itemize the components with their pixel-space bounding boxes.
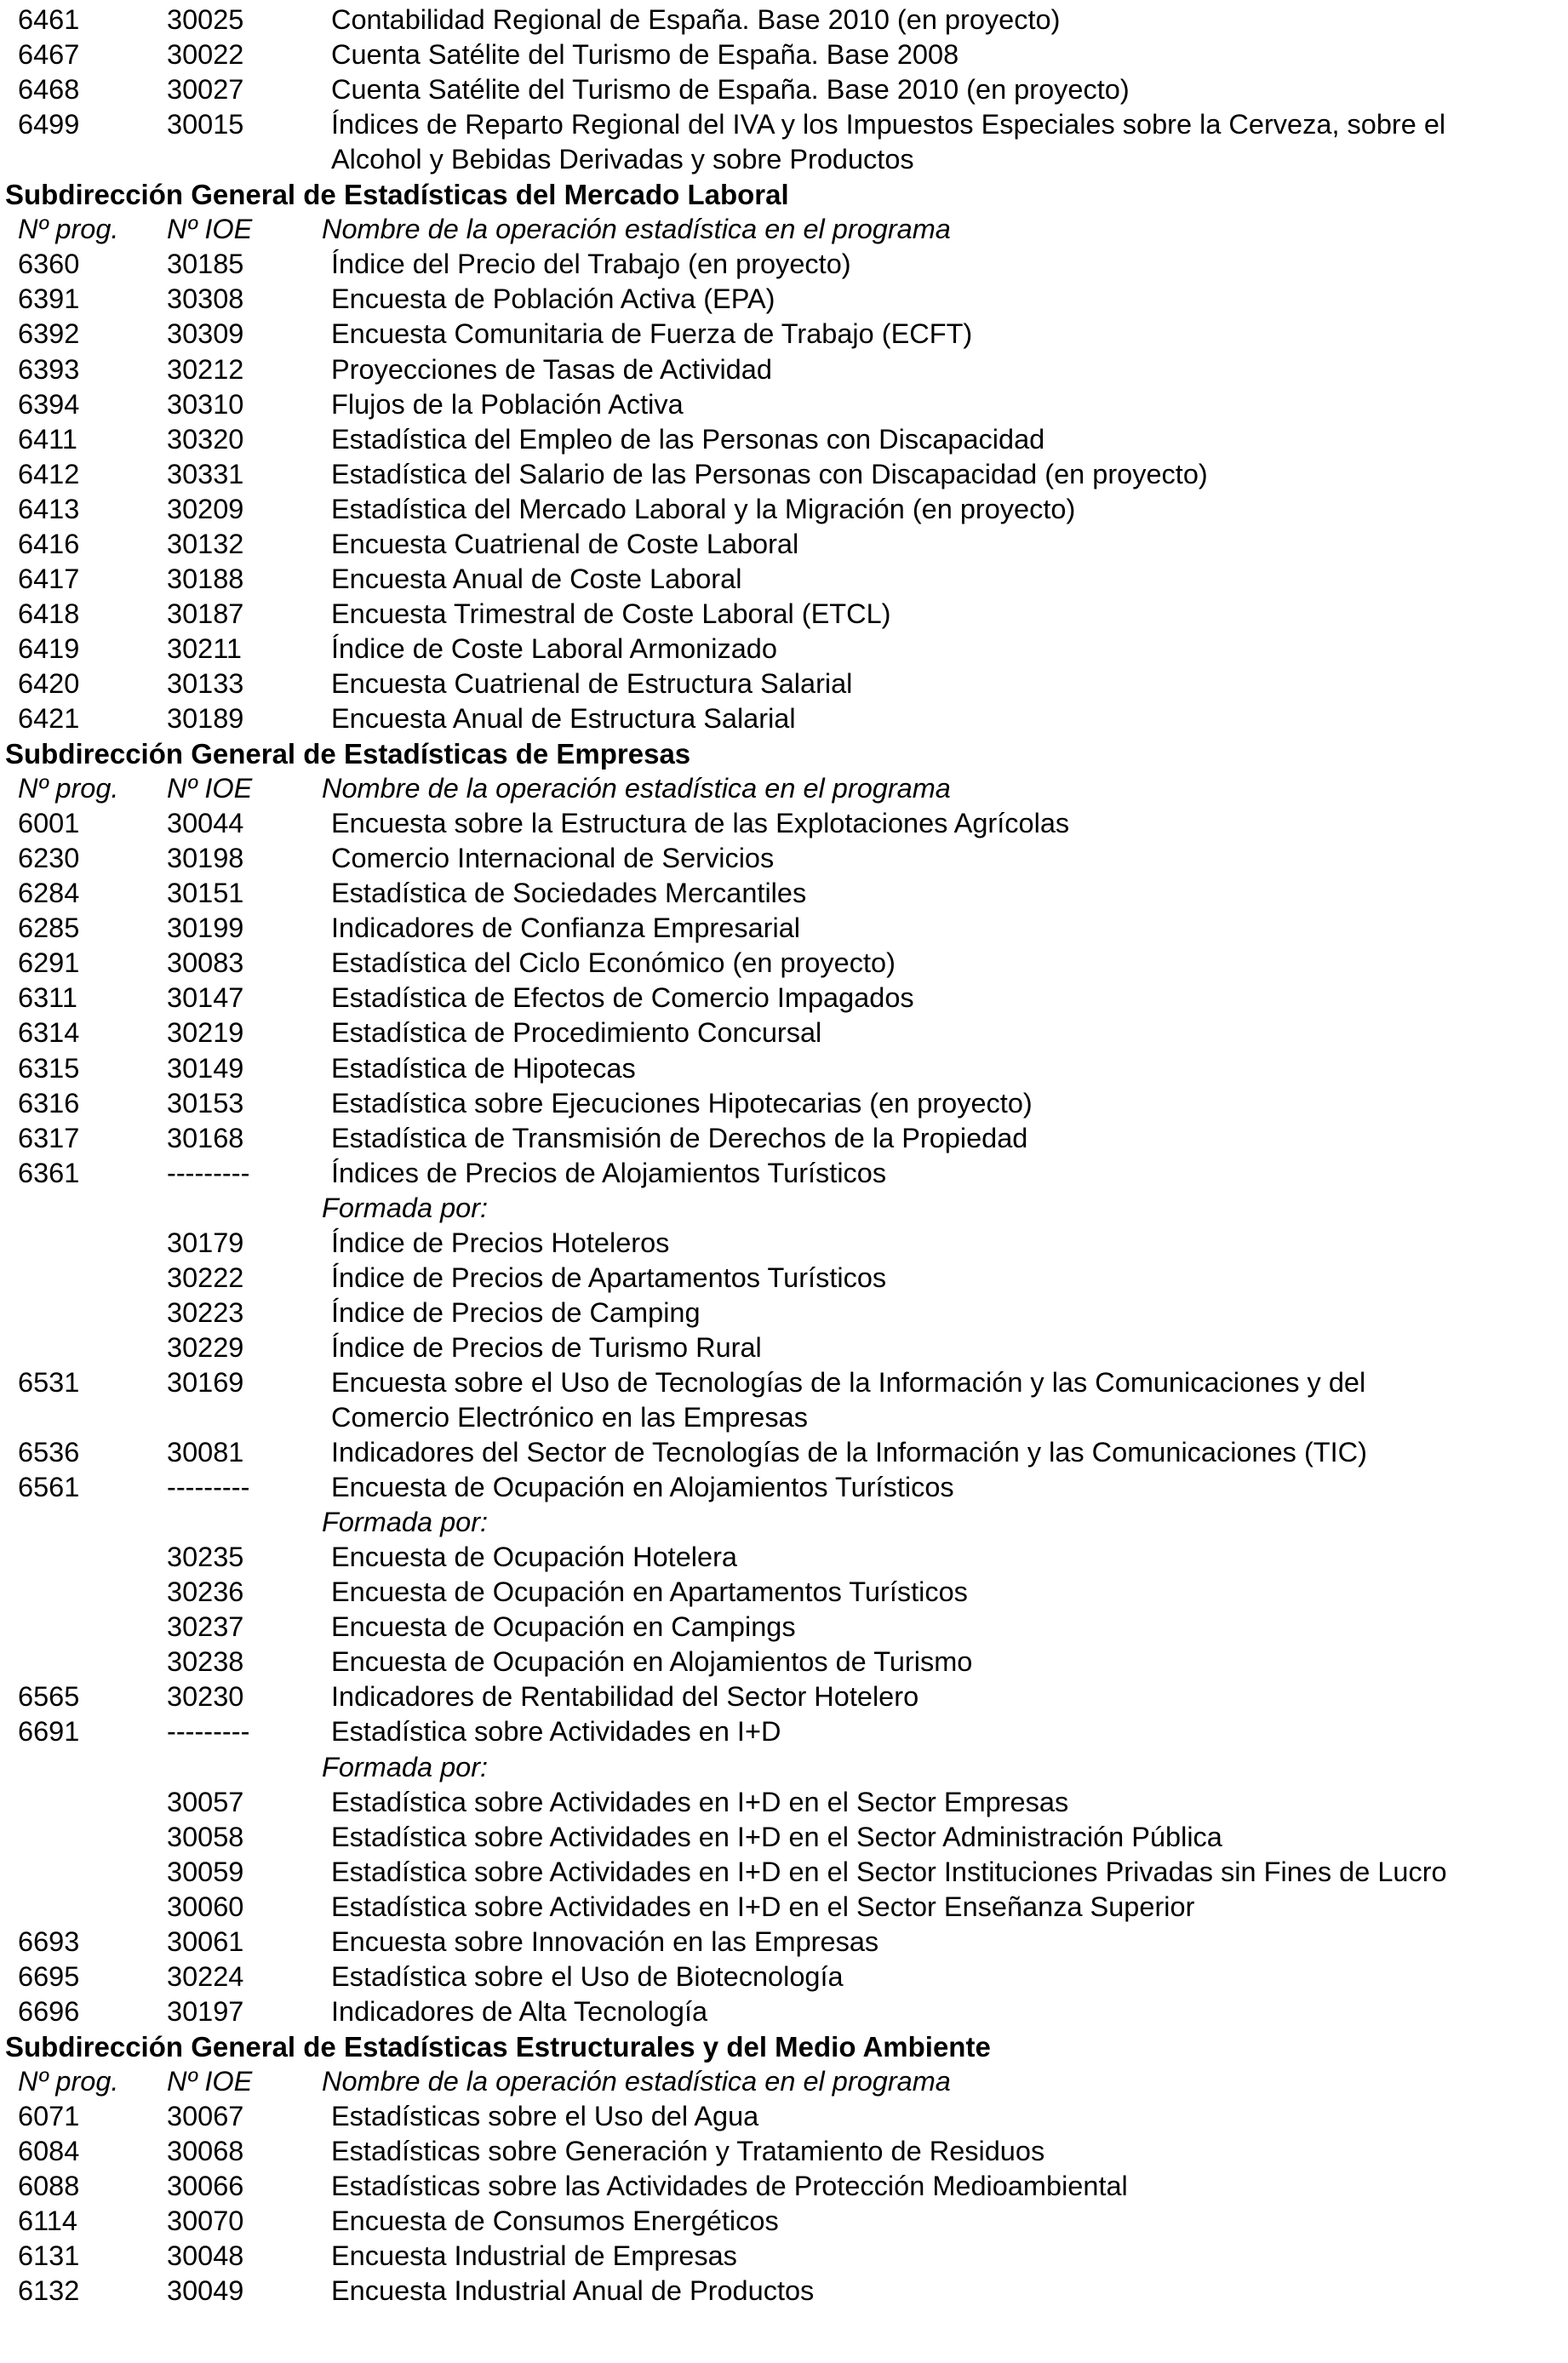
prog-number: 6421 — [18, 703, 80, 734]
prog-number: 6361 — [18, 1157, 80, 1188]
operation-name: Encuesta Industrial de Empresas — [331, 2240, 737, 2272]
table-row — [0, 1435, 1568, 1470]
table-row — [0, 701, 1568, 736]
table-row — [0, 352, 1568, 387]
ioe-number: 30022 — [167, 39, 244, 70]
table-row — [0, 1086, 1568, 1121]
table-row — [0, 492, 1568, 527]
operation-name: Índice de Precios de Camping — [331, 1296, 701, 1328]
prog-number: 6691 — [18, 1716, 80, 1748]
operation-name: Estadísticas sobre Generación y Tratamiento de Residuos — [331, 2136, 1045, 2166]
section-title: Subdirección General de Estadísticas del Mercado Laboral — [5, 179, 789, 211]
prog-number: 6695 — [18, 1960, 80, 1992]
table-row — [0, 911, 1568, 946]
table-row-child — [0, 1820, 1568, 1855]
ioe-number: 30197 — [167, 1995, 244, 2027]
prog-number: 6411 — [18, 423, 77, 455]
prog-number: 6360 — [18, 249, 80, 280]
prog-number: 6418 — [18, 598, 80, 629]
table-row — [0, 3, 1568, 37]
col-header-ioe: Nº IOE — [167, 773, 253, 804]
table-row-child — [0, 1226, 1568, 1261]
prog-number: 6314 — [18, 1017, 80, 1049]
operation-name: Encuesta Comunitaria de Fuerza de Trabajo (ECFT) — [331, 318, 973, 350]
col-header-prog: Nº prog. — [18, 2065, 119, 2097]
ioe-number: 30169 — [167, 1366, 244, 1398]
table-row — [0, 597, 1568, 632]
ioe-number: 30151 — [167, 878, 244, 909]
operation-name: Encuesta de Consumos Energéticos — [331, 2206, 779, 2237]
formada-por-text: Formada por: — [322, 1507, 489, 1538]
operation-name: Encuesta de Ocupación en Alojamientos Turísticos — [331, 1472, 954, 1503]
operation-name: Encuesta Cuatrienal de Coste Laboral — [331, 528, 799, 559]
operation-name: Encuesta Anual de Estructura Salarial — [331, 703, 796, 734]
ioe-number: 30025 — [167, 4, 244, 35]
table-row — [0, 247, 1568, 282]
prog-number: 6114 — [18, 2206, 77, 2237]
operation-name: Estadística del Ciclo Económico (en proyecto) — [331, 947, 896, 979]
operation-name: Encuesta de Población Activa (EPA) — [331, 283, 775, 315]
table-row — [0, 841, 1568, 876]
operation-name: Índice del Precio del Trabajo (en proyecto) — [331, 249, 851, 280]
column-header-row — [0, 2064, 1568, 2099]
formada-por-label — [0, 1505, 1568, 1540]
table-row — [0, 1960, 1568, 1994]
operation-name: Índice de Coste Laboral Armonizado — [331, 632, 777, 664]
table-row — [0, 457, 1568, 492]
operation-name: Encuesta sobre la Estructura de las Explotaciones Agrícolas — [331, 808, 1070, 839]
formada-por-text: Formada por: — [322, 1192, 489, 1223]
ioe-number: 30060 — [167, 1891, 244, 1922]
prog-number: 6561 — [18, 1472, 80, 1503]
table-row — [0, 1121, 1568, 1156]
ioe-number: 30224 — [167, 1960, 244, 1992]
prog-number: 6416 — [18, 528, 80, 559]
ioe-number: 30310 — [167, 388, 244, 420]
ioe-number: 30066 — [167, 2171, 244, 2202]
prog-number: 6531 — [18, 1366, 80, 1398]
prog-number: 6412 — [18, 458, 80, 489]
operation-name: Estadísticas sobre el Uso del Agua — [331, 2101, 759, 2131]
table-row — [0, 1994, 1568, 2029]
ioe-number: 30308 — [167, 283, 244, 315]
operation-name: Encuesta de Ocupación en Campings — [331, 1611, 796, 1643]
table-row — [0, 2204, 1568, 2239]
table-row — [0, 72, 1568, 107]
table-row-child — [0, 1610, 1568, 1645]
table-row — [0, 37, 1568, 72]
prog-number: 6417 — [18, 563, 80, 594]
prog-number: 6391 — [18, 283, 80, 315]
ioe-number: 30212 — [167, 353, 244, 385]
table-row — [0, 282, 1568, 317]
operation-name-continued: Comercio Electrónico en las Empresas — [331, 1402, 808, 1433]
ioe-number: --------- — [167, 1157, 250, 1188]
operation-name: Estadística sobre Actividades en I+D en el Sector Administración Pública — [331, 1821, 1222, 1852]
operation-name: Flujos de la Población Activa — [331, 388, 684, 420]
section-title: Subdirección General de Estadísticas Estructurales y del Medio Ambiente — [5, 2030, 991, 2063]
operation-name: Estadística del Mercado Laboral y la Migración (en proyecto) — [331, 493, 1076, 524]
ioe-number: 30209 — [167, 493, 244, 524]
table-row — [0, 1156, 1568, 1191]
table-row — [0, 1016, 1568, 1050]
operation-name: Indicadores de Rentabilidad del Sector Hotelero — [331, 1681, 919, 1713]
ioe-number: 30083 — [167, 947, 244, 979]
ioe-number: 30081 — [167, 1437, 244, 1468]
table-row-child — [0, 1296, 1568, 1330]
table-row-child — [0, 1540, 1568, 1575]
table-row-child — [0, 1890, 1568, 1925]
prog-number: 6461 — [18, 4, 80, 35]
ioe-number: 30027 — [167, 74, 244, 106]
table-row — [0, 562, 1568, 597]
operation-name: Encuesta sobre Innovación en las Empresas — [331, 1925, 879, 1957]
prog-number: 6291 — [18, 947, 80, 979]
operation-name: Comercio Internacional de Servicios — [331, 843, 775, 874]
operation-name-continued: Alcohol y Bebidas Derivadas y sobre Productos — [331, 144, 914, 175]
table-row-child — [0, 1330, 1568, 1365]
operation-name: Encuesta Anual de Coste Laboral — [331, 563, 742, 594]
operation-name: Estadística de Hipotecas — [331, 1052, 636, 1084]
ioe-number: 30070 — [167, 2206, 244, 2237]
prog-number: 6392 — [18, 318, 80, 350]
ioe-number: 30320 — [167, 423, 244, 455]
operation-name: Encuesta de Ocupación en Apartamentos Turísticos — [331, 1576, 968, 1608]
prog-number: 6132 — [18, 2275, 80, 2307]
operation-name: Estadística del Salario de las Personas con Discapacidad (en proyecto) — [331, 458, 1208, 489]
table-row-child — [0, 1261, 1568, 1296]
table-row — [0, 876, 1568, 911]
ioe-number: 30223 — [167, 1296, 244, 1328]
table-row — [0, 527, 1568, 562]
operation-name: Estadística de Procedimiento Concursal — [331, 1017, 822, 1049]
operation-name: Estadística sobre Actividades en I+D en el Sector Instituciones Privadas sin Fines de Lucro — [331, 1856, 1447, 1887]
ioe-number: 30211 — [167, 632, 242, 664]
ioe-number: 30015 — [167, 109, 244, 140]
ioe-number: 30219 — [167, 1017, 244, 1049]
table-row — [0, 1714, 1568, 1749]
ioe-number: --------- — [167, 1472, 250, 1503]
prog-number: 6394 — [18, 388, 80, 420]
ioe-number: 30061 — [167, 1925, 244, 1957]
table-row — [0, 107, 1568, 142]
prog-number: 6693 — [18, 1925, 80, 1957]
table-row — [0, 1470, 1568, 1505]
table-row — [0, 2134, 1568, 2169]
prog-number: 6071 — [18, 2101, 80, 2131]
table-row-child — [0, 1645, 1568, 1679]
table-row — [0, 946, 1568, 981]
operation-name: Índice de Precios de Apartamentos Turísticos — [331, 1262, 887, 1293]
table-row — [0, 981, 1568, 1016]
operation-name: Estadística de Sociedades Mercantiles — [331, 878, 807, 909]
prog-number: 6467 — [18, 39, 80, 70]
col-header-prog: Nº prog. — [18, 214, 119, 245]
ioe-number: 30229 — [167, 1331, 244, 1363]
operation-name: Encuesta de Ocupación Hotelera — [331, 1542, 737, 1573]
table-row — [0, 2099, 1568, 2134]
prog-number: 6696 — [18, 1995, 80, 2027]
operation-name: Estadística sobre el Uso de Biotecnología — [331, 1960, 844, 1992]
ioe-number: 30238 — [167, 1646, 244, 1678]
column-header-row — [0, 212, 1568, 247]
table-row — [0, 422, 1568, 457]
prog-number: 6131 — [18, 2240, 80, 2272]
operation-name: Encuesta Cuatrienal de Estructura Salarial — [331, 667, 853, 699]
operation-name: Estadística de Efectos de Comercio Impagados — [331, 982, 914, 1014]
prog-number: 6419 — [18, 632, 80, 664]
operation-name: Indicadores de Alta Tecnología — [331, 1995, 708, 2027]
operation-name: Estadística del Empleo de las Personas con Discapacidad — [331, 423, 1045, 455]
col-header-ioe: Nº IOE — [167, 2065, 253, 2097]
operation-name: Estadística sobre Actividades en I+D en el Sector Empresas — [331, 1786, 1069, 1817]
prog-number: 6393 — [18, 353, 80, 385]
table-row — [0, 667, 1568, 701]
ioe-number: 30133 — [167, 667, 244, 699]
table-row-continuation — [0, 1400, 1568, 1435]
ioe-number: 30147 — [167, 982, 244, 1014]
col-header-prog: Nº prog. — [18, 773, 119, 804]
col-header-name: Nombre de la operación estadística en el programa — [322, 2065, 951, 2097]
ioe-number: 30198 — [167, 843, 244, 874]
operation-name: Encuesta sobre el Uso de Tecnologías de la Información y las Comunicaciones y del — [331, 1366, 1366, 1398]
prog-number: 6284 — [18, 878, 80, 909]
ioe-number: 30185 — [167, 249, 244, 280]
table-row — [0, 1679, 1568, 1714]
ioe-number: 30067 — [167, 2101, 244, 2131]
ioe-number: 30331 — [167, 458, 244, 489]
prog-number: 6315 — [18, 1052, 80, 1084]
formada-por-text: Formada por: — [322, 1751, 489, 1782]
ioe-number: 30230 — [167, 1681, 244, 1713]
table-row-child — [0, 1575, 1568, 1610]
col-header-ioe: Nº IOE — [167, 214, 253, 245]
ioe-number: 30309 — [167, 318, 244, 350]
ioe-number: 30068 — [167, 2136, 244, 2166]
operation-name: Índices de Reparto Regional del IVA y los Impuestos Especiales sobre la Cerveza, sobre el — [331, 109, 1446, 140]
ioe-number: 30059 — [167, 1856, 244, 1887]
operation-name: Índice de Precios de Turismo Rural — [331, 1331, 762, 1363]
table-row — [0, 2169, 1568, 2204]
prog-number: 6413 — [18, 493, 80, 524]
operation-name: Estadísticas sobre las Actividades de Protección Medioambiental — [331, 2171, 1128, 2202]
ioe-number: 30049 — [167, 2275, 244, 2307]
table-row — [0, 806, 1568, 841]
prog-number: 6499 — [18, 109, 80, 140]
prog-number: 6316 — [18, 1087, 80, 1119]
section-heading — [0, 2029, 1568, 2064]
ioe-number: 30222 — [167, 1262, 244, 1293]
operation-name: Cuenta Satélite del Turismo de España. Base 2008 — [331, 39, 959, 70]
operation-name: Estadística de Transmisión de Derechos de la Propiedad — [331, 1122, 1028, 1153]
table-row-continuation — [0, 142, 1568, 177]
operation-name: Índice de Precios Hoteleros — [331, 1227, 670, 1258]
prog-number: 6001 — [18, 808, 80, 839]
ioe-number: 30168 — [167, 1122, 244, 1153]
section-title: Subdirección General de Estadísticas de Empresas — [5, 738, 691, 770]
col-header-name: Nombre de la operación estadística en el programa — [322, 214, 951, 245]
prog-number: 6317 — [18, 1122, 80, 1153]
operation-name: Cuenta Satélite del Turismo de España. Base 2010 (en proyecto) — [331, 74, 1130, 106]
table-row — [0, 2239, 1568, 2274]
ioe-number: 30188 — [167, 563, 244, 594]
ioe-number: 30153 — [167, 1087, 244, 1119]
table-row — [0, 632, 1568, 667]
ioe-number: 30044 — [167, 808, 244, 839]
operation-name: Contabilidad Regional de España. Base 2010 (en proyecto) — [331, 4, 1061, 35]
table-row — [0, 2274, 1568, 2309]
table-row-child — [0, 1785, 1568, 1820]
prog-number: 6088 — [18, 2171, 80, 2202]
operation-name: Encuesta Trimestral de Coste Laboral (ETCL) — [331, 598, 891, 629]
table-row — [0, 317, 1568, 352]
ioe-number: --------- — [167, 1716, 250, 1748]
ioe-number: 30236 — [167, 1576, 244, 1608]
prog-number: 6565 — [18, 1681, 80, 1713]
table-row — [0, 1925, 1568, 1960]
formada-por-label — [0, 1750, 1568, 1785]
ioe-number: 30149 — [167, 1052, 244, 1084]
prog-number: 6536 — [18, 1437, 80, 1468]
ioe-number: 30058 — [167, 1821, 244, 1852]
ioe-number: 30189 — [167, 703, 244, 734]
ioe-number: 30237 — [167, 1611, 244, 1643]
prog-number: 6230 — [18, 843, 80, 874]
operation-name: Estadística sobre Actividades en I+D en el Sector Enseñanza Superior — [331, 1891, 1195, 1922]
prog-number: 6468 — [18, 74, 80, 106]
ioe-number: 30132 — [167, 528, 244, 559]
operation-name: Estadística sobre Ejecuciones Hipotecarias (en proyecto) — [331, 1087, 1033, 1119]
ioe-number: 30199 — [167, 913, 244, 944]
table-row — [0, 387, 1568, 422]
table-row — [0, 1051, 1568, 1086]
operation-name: Estadística sobre Actividades en I+D — [331, 1716, 781, 1748]
operation-name: Indicadores del Sector de Tecnologías de la Información y las Comunicaciones (TIC) — [331, 1437, 1367, 1468]
ioe-number: 30179 — [167, 1227, 244, 1258]
section-heading — [0, 177, 1568, 212]
prog-number: 6285 — [18, 913, 80, 944]
prog-number: 6084 — [18, 2136, 80, 2166]
operation-name: Encuesta de Ocupación en Alojamientos de Turismo — [331, 1646, 973, 1678]
prog-number: 6311 — [18, 982, 77, 1014]
operation-name: Proyecciones de Tasas de Actividad — [331, 353, 772, 385]
operation-name: Indicadores de Confianza Empresarial — [331, 913, 800, 944]
operation-name: Encuesta Industrial Anual de Productos — [331, 2275, 815, 2307]
operation-name: Índices de Precios de Alojamientos Turísticos — [331, 1157, 887, 1188]
section-heading — [0, 736, 1568, 771]
ioe-number: 30048 — [167, 2240, 244, 2272]
formada-por-label — [0, 1191, 1568, 1226]
column-header-row — [0, 771, 1568, 806]
table-row — [0, 1365, 1568, 1400]
ioe-number: 30235 — [167, 1542, 244, 1573]
prog-number: 6420 — [18, 667, 80, 699]
ioe-number: 30187 — [167, 598, 244, 629]
table-row-child — [0, 1855, 1568, 1890]
col-header-name: Nombre de la operación estadística en el programa — [322, 773, 951, 804]
ioe-number: 30057 — [167, 1786, 244, 1817]
